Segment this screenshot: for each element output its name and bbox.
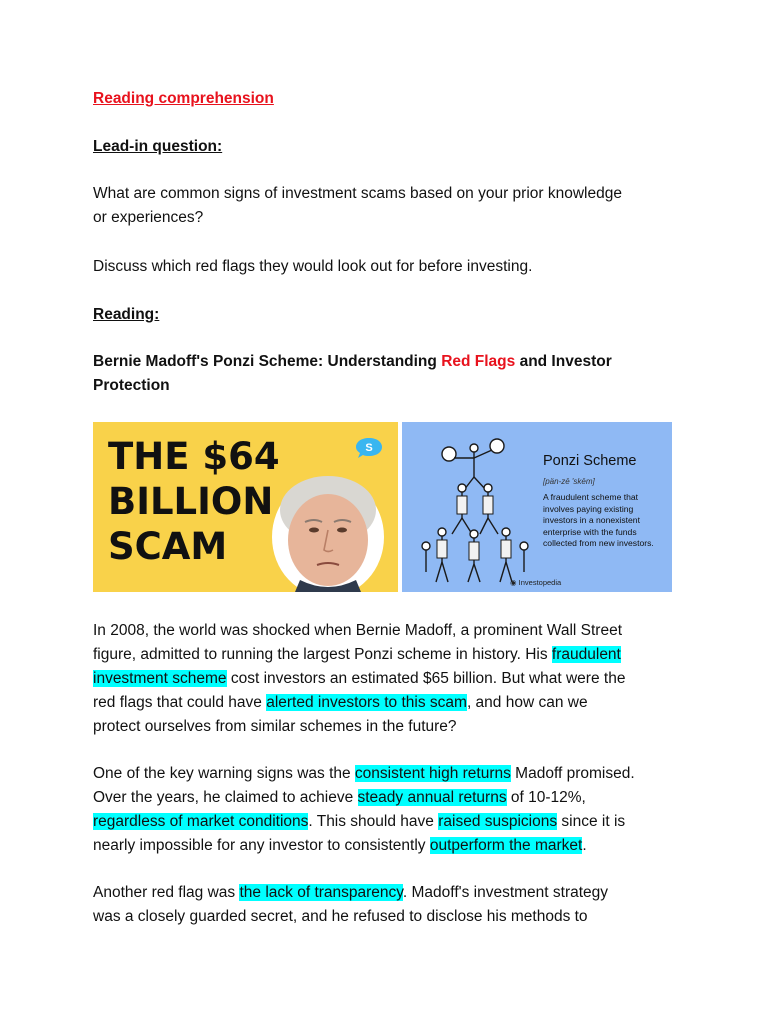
ponzi-scheme-title: Ponzi Scheme	[543, 453, 637, 469]
p1-line: protect ourselves from similar schemes in the future?	[93, 718, 457, 735]
headline-line: THE $64	[108, 435, 280, 478]
p3-text: . Madoff's investment strategy	[402, 884, 609, 901]
p2-text: nearly impossible for any investor to consistently	[93, 837, 430, 854]
headline-line: SCAM	[108, 525, 228, 568]
headline-line: BILLION	[108, 480, 274, 523]
highlight-lack-of-transparency: the lack of transparency	[239, 884, 403, 901]
highlight-alerted-investors: alerted investors to this scam	[266, 694, 467, 711]
p1-text: , and how can we	[466, 694, 588, 711]
madoff-portrait-icon	[93, 422, 398, 592]
paragraph-2	[93, 762, 683, 858]
p2-text: of 10-12%,	[506, 789, 586, 806]
investopedia-brand: Investopedia	[518, 578, 562, 587]
p1-text: cost investors an estimated $65 billion. But what were the	[226, 670, 626, 687]
article-title	[93, 350, 683, 398]
p1-line: In 2008, the world was shocked when Bernie Madoff, a prominent Wall Street	[93, 622, 623, 639]
p2-text: . This should have	[308, 813, 439, 830]
badge-letter: S	[365, 442, 373, 454]
p2-text: Madoff promised.	[510, 765, 635, 782]
document-title: Reading comprehension	[93, 90, 274, 107]
lead-in-heading: Lead-in question:	[93, 138, 223, 155]
investopedia-logo	[510, 578, 561, 587]
highlight-consistent-high-returns: consistent high returns	[354, 765, 511, 782]
question-line-1: What are common signs of investment scams based on your prior knowledge	[93, 185, 622, 202]
p3-line: was a closely guarded secret, and he refused to disclose his methods to	[93, 908, 588, 925]
p2-text: One of the key warning signs was the	[93, 765, 355, 782]
highlight-investment-scheme: investment scheme	[93, 670, 227, 687]
ponzi-scheme-definition: A fraudulent scheme that involves paying existing investors in a nonexistent enterprise with the funds collected from new investors.	[543, 492, 654, 548]
question-line-2: or experiences?	[93, 209, 204, 226]
p1-text: figure, admitted to running the largest Ponzi scheme in history. His	[93, 646, 552, 663]
paragraph-1	[93, 619, 683, 739]
article-title-part: Bernie Madoff's Ponzi Scheme: Understanding	[93, 353, 442, 370]
article-title-part: and Investor	[515, 353, 612, 370]
highlight-outperform-market: outperform the market	[429, 837, 583, 854]
speech-bubble-icon	[355, 437, 383, 459]
p2-text: .	[582, 837, 587, 854]
human-pyramid-illustration-icon	[402, 422, 542, 592]
p1-text: red flags that could have	[93, 694, 267, 711]
reading-heading: Reading:	[93, 306, 160, 323]
highlight-fraudulent: fraudulent	[551, 646, 621, 663]
article-title-line-2: Protection	[93, 377, 170, 394]
ponzi-scheme-image	[402, 422, 672, 592]
p2-text: Over the years, he claimed to achieve	[93, 789, 358, 806]
p2-text: since it is	[557, 813, 626, 830]
highlight-raised-suspicions: raised suspicions	[438, 813, 558, 830]
discussion-prompt: Discuss which red flags they would look out for before investing.	[93, 258, 533, 275]
paragraph-3	[93, 881, 683, 929]
investopedia-icon: ◉	[510, 578, 519, 587]
billion-scam-image	[93, 422, 398, 592]
highlight-steady-annual-returns: steady annual returns	[357, 789, 507, 806]
p3-text: Another red flag was	[93, 884, 240, 901]
ponzi-scheme-pronunciation: [pän-zē 'skēm]	[543, 477, 595, 486]
article-title-red-flags: Red Flags	[441, 353, 516, 370]
lead-in-question	[93, 182, 683, 230]
highlight-regardless-of-market: regardless of market conditions	[93, 813, 309, 830]
